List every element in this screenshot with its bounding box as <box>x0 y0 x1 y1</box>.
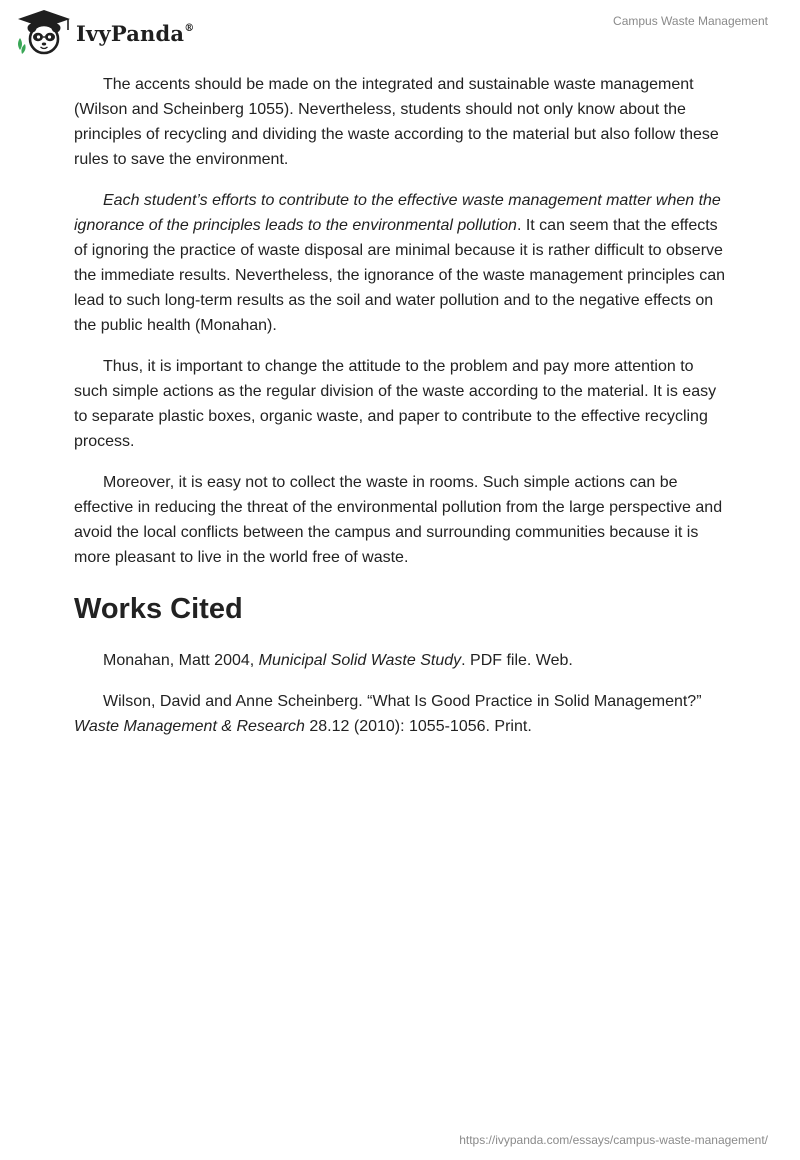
citation-1-title: Municipal Solid Waste Study <box>258 652 462 669</box>
source-url-link[interactable]: https://ivypanda.com/essays/campus-waste-management/ <box>459 1133 768 1147</box>
works-cited-heading: Works Cited <box>74 593 243 625</box>
essay-content <box>74 72 726 755</box>
page-header <box>0 0 800 60</box>
brand-name: IvyPanda® <box>76 20 195 46</box>
citation-1-after: . PDF file. Web. <box>461 652 573 669</box>
citation-1-before: Monahan, Matt 2004, <box>103 652 259 669</box>
citation-2-before: Wilson, David and Anne Scheinberg. “What Is Good Practice in Solid Management?” <box>103 693 702 710</box>
ivypanda-logo[interactable] <box>14 8 194 56</box>
paragraph-4: Moreover, it is easy not to collect the waste in rooms. Such simple actions can be effective in reducing the threat of the environmental pollution from the large perspective and avoid the local conflicts between the campus and surrounding communities because it is more pleasant to live in the world free of waste. <box>74 474 723 566</box>
document-title: Campus Waste Management <box>613 14 768 28</box>
paragraph-1: The accents should be made on the integrated and sustainable waste management (Wilson and Scheinberg 1055). Nevertheless, students should not only know about the principles of recycling and dividing the waste according to the material but also follow these rules to save the environment. <box>74 76 719 168</box>
citation-wilson <box>74 689 726 739</box>
paragraph-3: Thus, it is important to change the attitude to the problem and pay more attention to such simple actions as the regular division of the waste according to the material. It is easy to separate plastic boxes, organic waste, and paper to contribute to the effective recycling process. <box>74 358 717 450</box>
citation-2-title: Waste Management & Research <box>74 718 305 735</box>
registered-mark: ® <box>184 22 195 34</box>
paragraph-2-text: . It can seem that the effects of ignoring the practice of waste disposal are minimal because it is rather difficult to observe the immediate results. Nevertheless, the ignorance of the waste management principles can lead to such long-term results as the soil and water pollution and to the negative effects on the public health (Monahan). <box>74 217 726 334</box>
panda-logo-icon <box>14 8 74 56</box>
citation-monahan <box>74 648 726 673</box>
paragraph-2-italic-lead: Each student’s efforts to contribute to the effective waste management matter when the ignorance of the principles leads to the environmental pollution <box>74 192 721 234</box>
paragraph-2 <box>74 188 726 338</box>
citation-2-after: 28.12 (2010): 1055-1056. Print. <box>304 718 532 735</box>
